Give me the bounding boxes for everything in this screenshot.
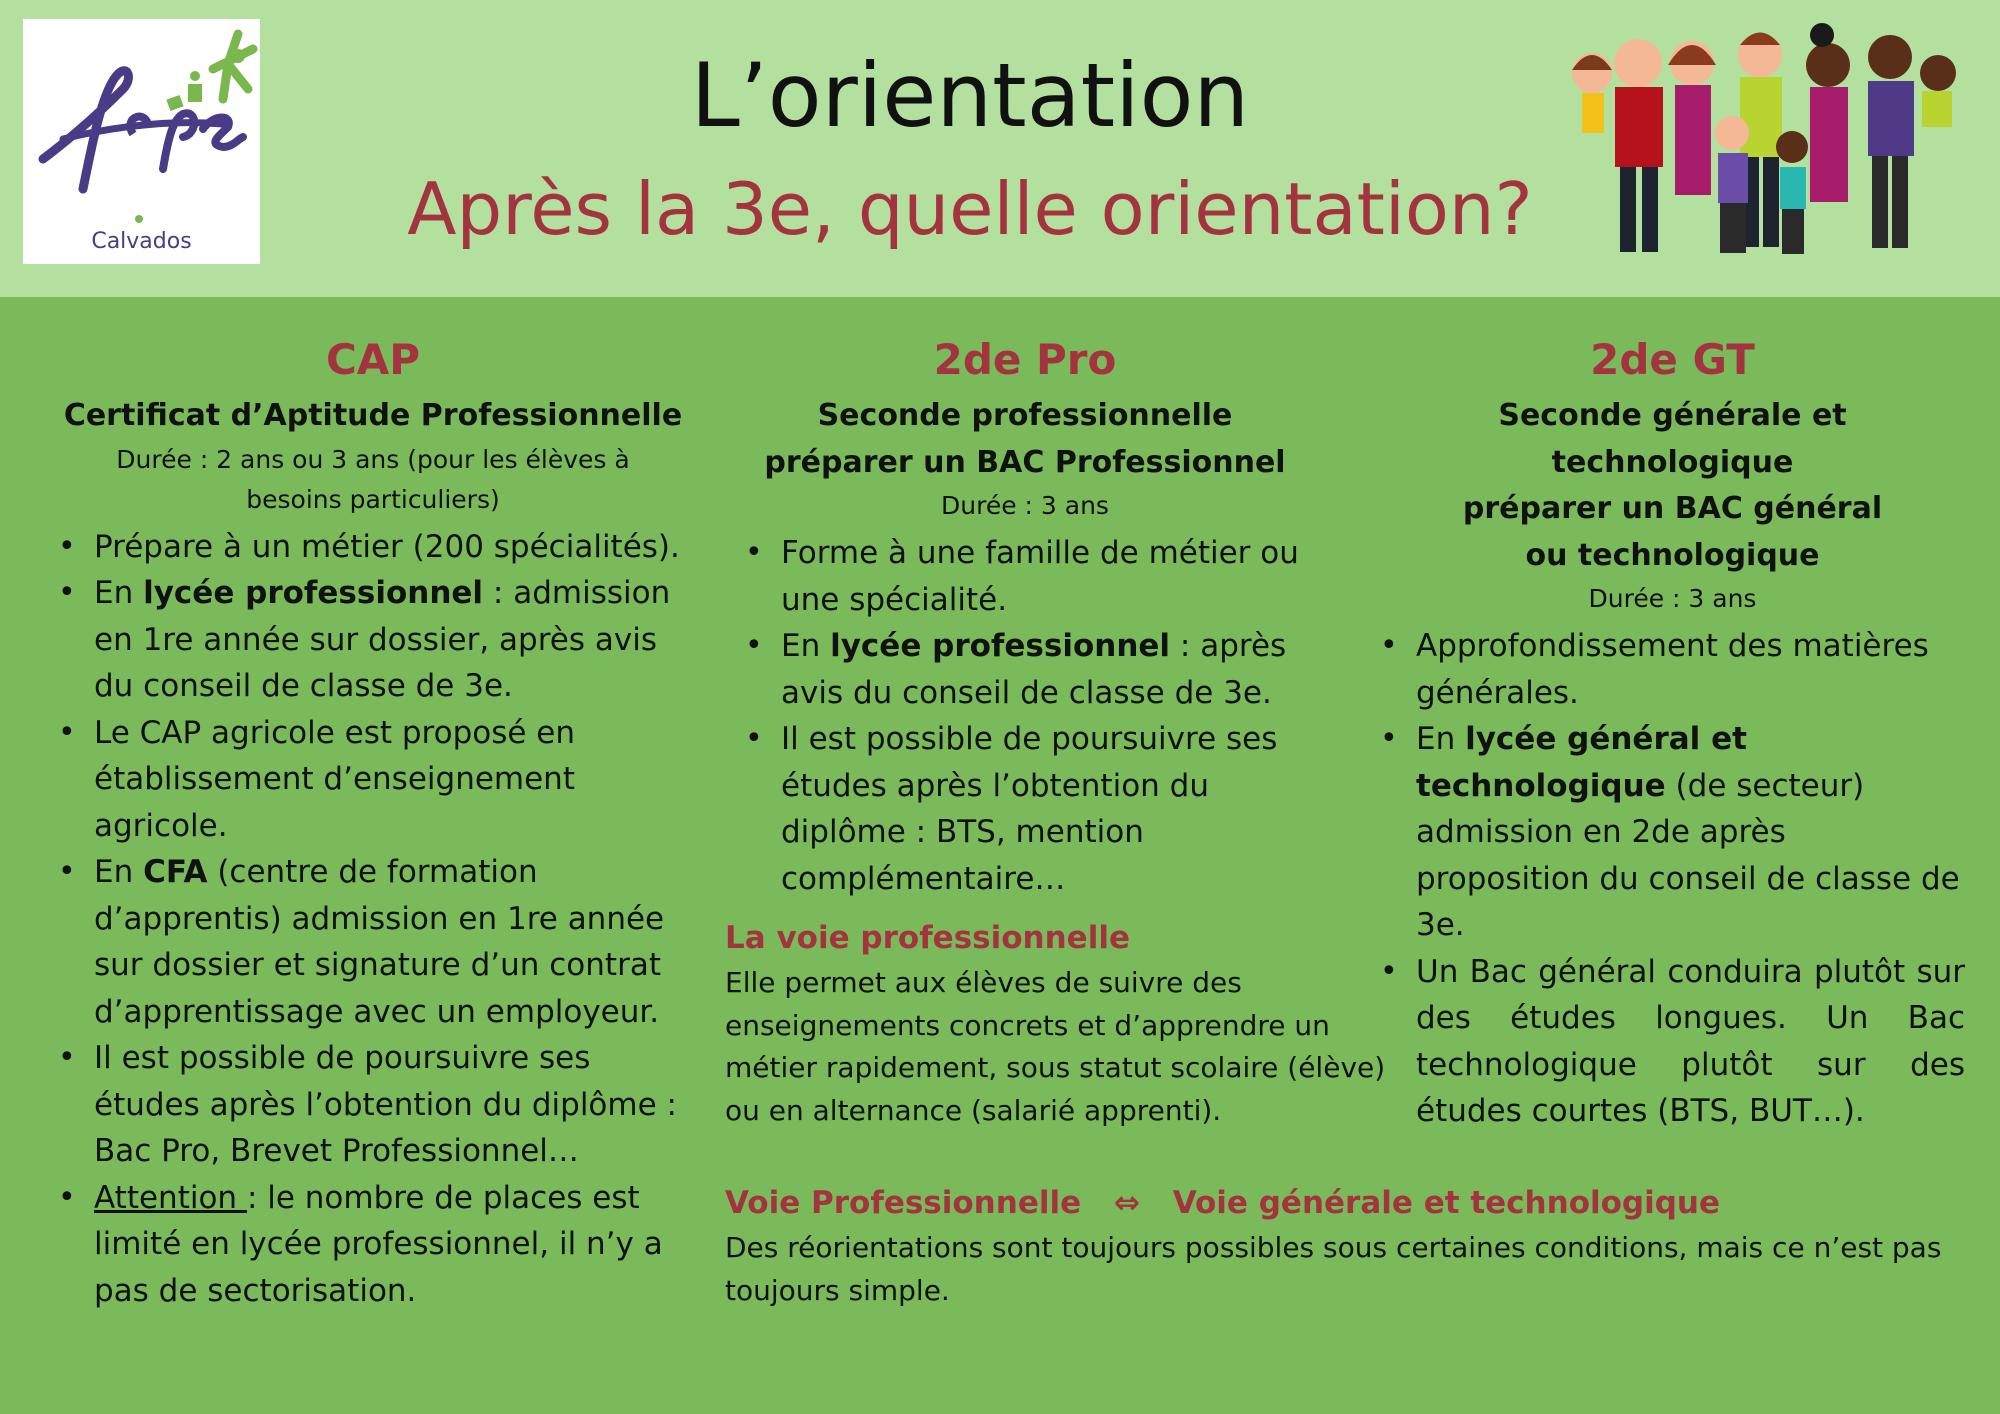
bullet-list [745,530,1305,902]
column-subtitle: ou technologique [1525,537,1820,573]
list-item: • Il est possible de poursuivre ses études après l’obtention du diplôme : Bac Pro, Brevet Professionnel… [58,1035,688,1175]
list-item: • Attention : le nombre de places est limité en lycée professionnel, il n’y a pas de sectorisation. [58,1175,688,1315]
bullet-list [58,524,688,1315]
column-heading: CAP [325,335,421,384]
list-item: • En lycée professionnel : après avis du conseil de classe de 3e. [745,623,1305,716]
fcpe-logo [23,19,260,264]
reorientation-left: Voie Professionnelle [725,1185,1082,1221]
list-item: • Forme à une famille de métier ou une spécialité. [745,530,1305,623]
voie-pro-text: Elle permet aux élèves de suivre des enseignements concrets et d’apprendre un métier rapidement, sous statut scolaire (élève) ou en alternance (salarié apprenti). [725,966,1386,1127]
voie-pro-title: La voie professionnelle [725,920,1130,956]
fcpe-logo-icon [23,19,260,219]
column-heading: 2de GT [1590,335,1755,384]
list-item: • Il est possible de poursuivre ses études après l’obtention du diplôme : BTS, mention complémentaire… [745,716,1305,902]
family-illustration-icon [1560,15,1980,270]
duration-line: besoins particuliers) [246,484,500,514]
duration-line: Durée : 2 ans ou 3 ans (pour les élèves à [116,444,630,474]
column-heading: 2de Pro [933,335,1117,384]
bullet-list [1380,623,1965,1135]
column-cap [58,335,688,1314]
list-item: • Le CAP agricole est proposé en établissement d’enseignement agricole. [58,710,688,850]
column-subtitle: Seconde générale et technologique [1498,398,1847,480]
reorientation-title [725,1185,1720,1221]
list-item: • Un Bac général conduira plutôt sur des études longues. Un Bac technologique plutôt sur des études courtes (BTS, BUT…). [1380,949,1965,1135]
list-item: • Prépare à un métier (200 spécialités). [58,524,688,571]
duration-line: Durée : 3 ans [941,491,1109,521]
page-title: L’orientation [690,44,1250,147]
column-2de-gt [1380,335,1965,1135]
column-2de-pro [745,335,1305,902]
column-subtitle: préparer un BAC Professionnel [764,444,1286,480]
double-arrow-icon: ⇔ [1113,1185,1140,1221]
column-subtitle: Seconde professionnelle [817,398,1233,434]
list-item: • En lycée général et technologique (de secteur) admission en 2de après proposition du conseil de classe de 3e. [1380,716,1965,949]
reorientation-right: Voie générale et technologique [1172,1185,1721,1221]
page-subtitle: Après la 3e, quelle orientation? [407,167,1533,251]
reorientation-text: Des réorientations sont toujours possibles sous certaines conditions, mais ce n’est pas toujours simple. [725,1231,1942,1307]
list-item: • En lycée professionnel : admission en 1re année sur dossier, après avis du conseil de classe de 3e. [58,570,688,710]
header-banner [0,0,2000,297]
column-subtitle: Certificat d’Aptitude Professionnelle [63,398,683,434]
logo-dot [135,215,143,223]
list-item: • En CFA (centre de formation d’apprentis) admission en 1re année sur dossier et signature d’un contrat d’apprentissage avec un employeur. [58,849,688,1035]
duration-line: Durée : 3 ans [1588,584,1757,614]
list-item: • Approfondissement des matières générales. [1380,623,1965,716]
column-subtitle: préparer un BAC général [1462,491,1883,527]
logo-subtitle: Calvados [91,229,192,254]
